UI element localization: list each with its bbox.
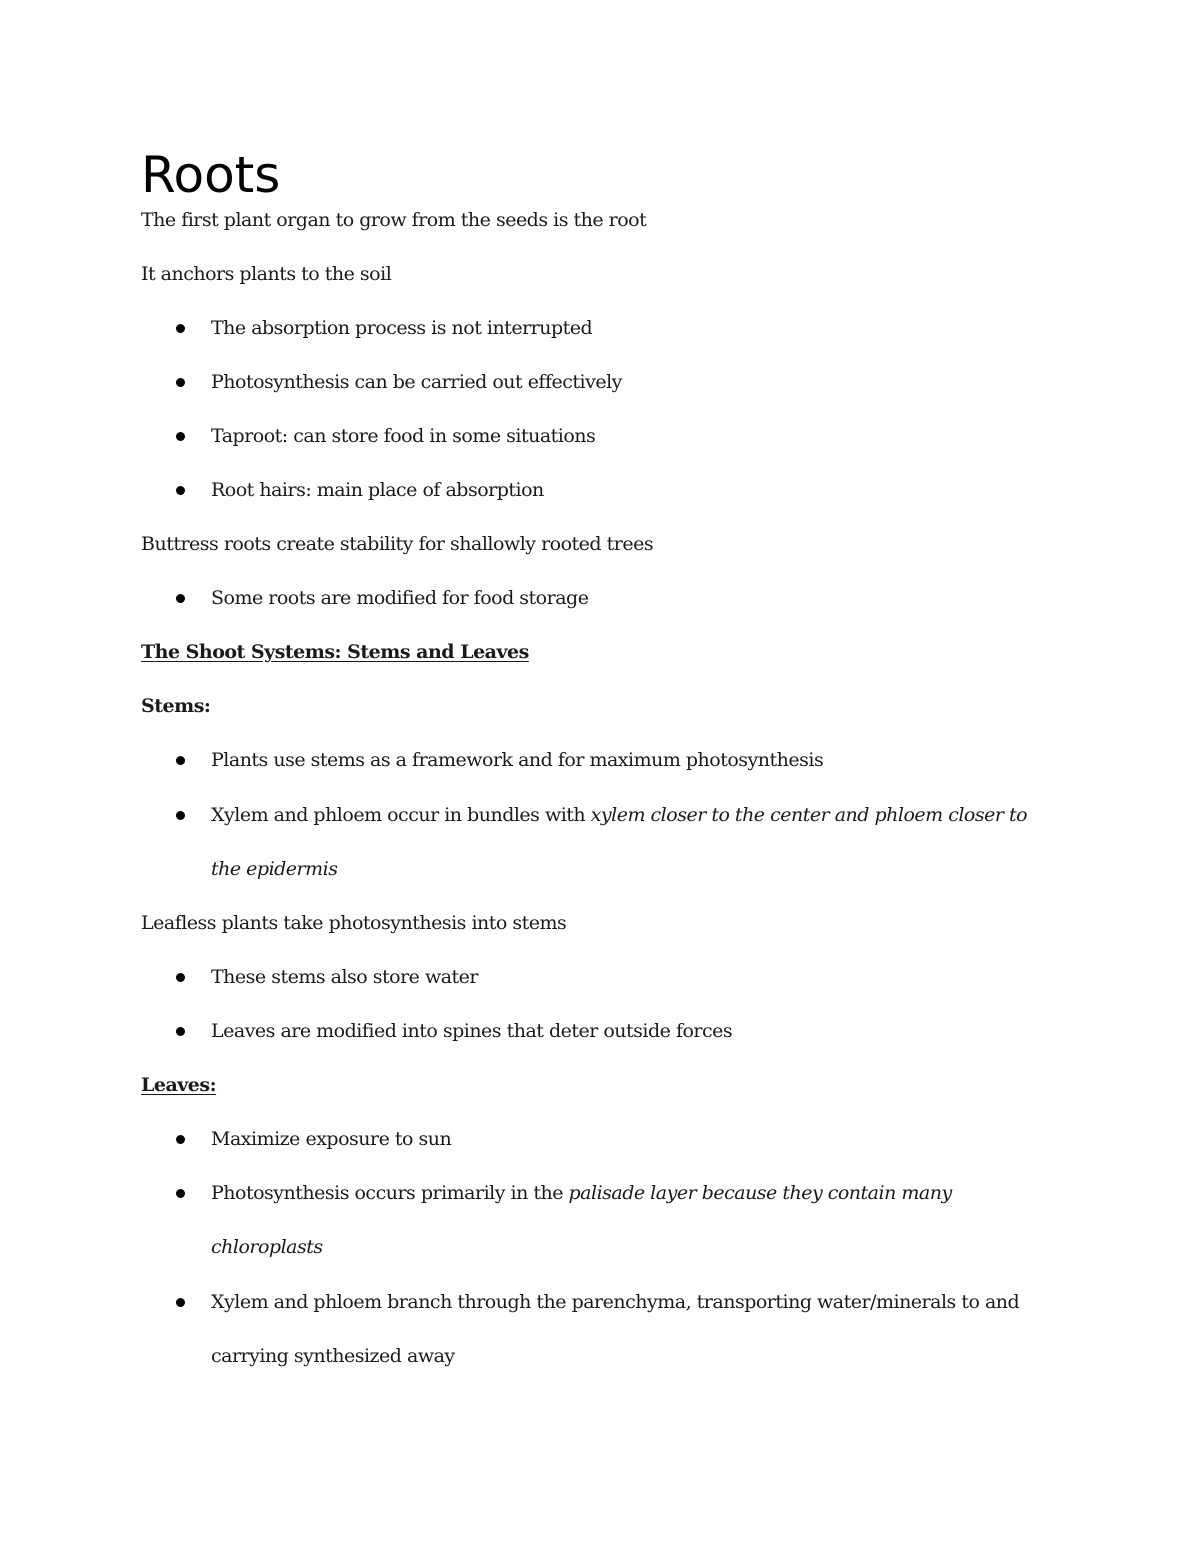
bullet-dot bbox=[176, 1027, 185, 1036]
list-item-store-water: These stems also store water bbox=[211, 966, 479, 988]
bullet-dot bbox=[176, 486, 185, 495]
bullet-dot bbox=[176, 432, 185, 441]
list-item-stems-framework: Plants use stems as a framework and for maximum photosynthesis bbox=[211, 749, 824, 771]
list-item-text: Photosynthesis occurs primarily in the bbox=[211, 1182, 569, 1204]
list-item-xylem-branch: Xylem and phloem branch through the parenchyma, transporting water/minerals to and bbox=[211, 1291, 1020, 1313]
bullet-dot bbox=[176, 1298, 185, 1307]
emphasis-text: chloroplasts bbox=[211, 1236, 323, 1258]
bullet-dot bbox=[176, 324, 185, 333]
list-item-continuation: carrying synthesized away bbox=[211, 1345, 455, 1367]
list-item-continuation bbox=[211, 855, 337, 883]
emphasis-text: xylem closer to the center and phloem closer to bbox=[590, 804, 1028, 826]
roots-line-buttress: Buttress roots create stability for shallowly rooted trees bbox=[141, 533, 654, 555]
roots-line-first-organ: The first plant organ to grow from the seeds is the root bbox=[141, 209, 647, 231]
list-item-palisade bbox=[211, 1179, 952, 1207]
bullet-dot bbox=[176, 973, 185, 982]
section-heading-shoot-systems: The Shoot Systems: Stems and Leaves bbox=[141, 641, 529, 663]
list-item-spines: Leaves are modified into spines that deter outside forces bbox=[211, 1020, 733, 1042]
list-item-root-hairs: Root hairs: main place of absorption bbox=[211, 479, 544, 501]
list-item-text: Xylem and phloem occur in bundles with bbox=[211, 804, 591, 826]
bullet-dot bbox=[176, 378, 185, 387]
list-item-taproot: Taproot: can store food in some situations bbox=[211, 425, 596, 447]
list-item-photosynthesis: Photosynthesis can be carried out effectively bbox=[211, 371, 622, 393]
list-item-maximize-sun: Maximize exposure to sun bbox=[211, 1128, 452, 1150]
section-heading-stems: Stems: bbox=[141, 695, 211, 717]
list-item-xylem-phloem bbox=[211, 801, 1027, 829]
emphasis-text: palisade layer because they contain many bbox=[568, 1182, 952, 1204]
page-title: Roots bbox=[141, 146, 281, 204]
section-heading-leaves: Leaves: bbox=[141, 1074, 217, 1096]
bullet-dot bbox=[176, 811, 185, 820]
bullet-dot bbox=[176, 594, 185, 603]
bullet-dot bbox=[176, 1135, 185, 1144]
bullet-dot bbox=[176, 756, 185, 765]
stems-line-leafless: Leafless plants take photosynthesis into stems bbox=[141, 912, 567, 934]
roots-line-anchors: It anchors plants to the soil bbox=[141, 263, 392, 285]
emphasis-text: the epidermis bbox=[211, 858, 338, 880]
list-item-continuation bbox=[211, 1233, 323, 1261]
bullet-dot bbox=[176, 1189, 185, 1198]
list-item-food-storage: Some roots are modified for food storage bbox=[211, 587, 589, 609]
list-item-absorption: The absorption process is not interrupted bbox=[211, 317, 593, 339]
